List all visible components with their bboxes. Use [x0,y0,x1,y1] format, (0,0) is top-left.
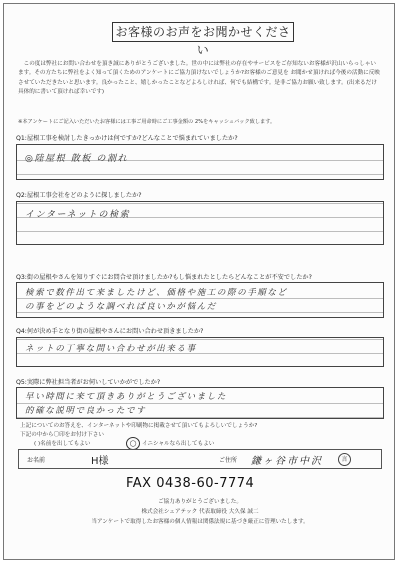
answer-box-4 [16,337,384,367]
question-3: Q3:街の屋根やさんを知りすぐにお問合せ頂けましたか?もし悩まれたとしたらどんなことが不安でしたか? [16,274,312,281]
question-4: Q4:何が決め手となり街の屋根やさんにお問い合わせ頂きましたか? [16,328,204,335]
answer-2-line-1: インターネットの検索 [25,210,131,220]
page-title: お客様のお声をお聞かせください [112,22,294,42]
address-value: 鎌ヶ谷市中沢 [251,456,323,467]
cashback-note: ※本アンケートにご記入いただいたお客様には工事ご用命時にご工事金額の 2%をキャッシュバック致します。 [18,119,276,125]
answer-box-3 [16,282,384,318]
consent-option-name[interactable]: ( )名前を出してもよい [34,441,91,447]
answer-1-line-1: ◎陸屋根 散板 の割れ [25,154,129,164]
name-value: H様 [91,456,109,467]
thanks-text: ご協力ありがとうございました。 [158,499,242,505]
answer-3-line-2: の事をどのような調べれば良いかが悩んだ [25,302,217,312]
answer-4-line-1: ネットの丁寧な問い合わせが出来る事 [25,344,197,354]
consent-question: 上記についてのお答えを、インターネットや印刷物に掲載させて頂いてもよろしいでしょうか? [20,423,258,429]
question-2: Q2:屋根工事会社をどのように探しましたか? [16,192,142,199]
answer-3-line-1: 検索で数件出て来ましたけど、価格や施工の際の手順など [25,288,288,298]
question-5: Q5:実際に弊社担当者がお伺いしていかがでしたか? [16,379,161,386]
consent-option-initial[interactable]: イニシャルなら出してもよい [142,441,215,447]
company-name: 株式会社シェアテック 代表取締役 大久保 誠二 [141,509,259,515]
survey-sheet [3,3,395,560]
answer-box-5 [16,387,384,419]
answer-5-line-2: 的確な説明で良かったです [25,406,147,416]
name-label: お名前 [27,457,46,464]
stamp-icon: 言 [338,453,351,466]
fax-number: FAX 0438-60-7774 [126,476,255,491]
answer-box-1 [16,144,384,180]
privacy-note: 当アンケートで取得したお客様の個人情報は関係法規に基づき厳正に管理いたします。 [91,519,309,525]
consent-instruction: 下記の中から〇印をお付け下さい [20,432,104,438]
consent-circle-mark[interactable]: ◯ [126,437,140,450]
name-address-bar [18,449,382,469]
address-label: ご住所 [219,457,238,464]
question-1: Q1:屋根工事を検討したきっかけは何ですか?どんなことで悩まれていましたか? [16,135,238,142]
answer-box-2 [16,201,384,245]
answer-5-line-1: 早い時間に来て頂きありがとうございました [25,392,228,402]
intro-text: この度は弊社にお問い合わせを頂き誠にありがとうございました。世の中には弊社の存在やサービスをご存知ないお客様が沢山いらっしゃいます。その方たちに弊社をよく知って頂くためのアンケートにご協力頂けないでしょうか?お客様のご意見を お聞かせ頂ければ今後の活動に反映させていただきたいと思います。良かったこと、嬉しかったことなどよろしければ、何でも結構です。是非ご協力お願い致します。(出来るだけ具体的に書いて頂ければ幸いです) [18,61,380,96]
